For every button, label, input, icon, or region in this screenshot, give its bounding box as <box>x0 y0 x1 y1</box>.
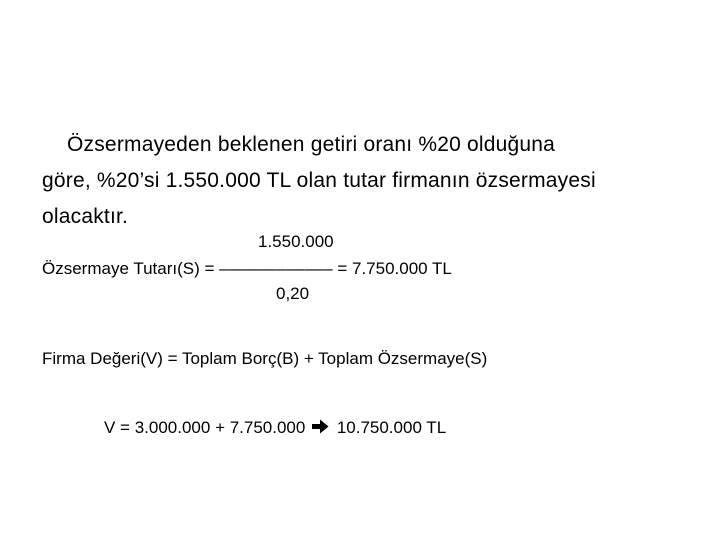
equity-formula <box>42 232 702 312</box>
firm-value-formula: Firma Değeri(V) = Toplam Borç(B) + Toplam Özsermaye(S) <box>42 349 488 368</box>
right-arrow-icon <box>312 419 329 439</box>
formula-denominator: 0,20 <box>276 284 310 303</box>
formula-numerator: 1.550.000 <box>258 232 334 251</box>
v-calculation <box>104 418 446 439</box>
intro-line-2: göre, %20’si 1.550.000 TL olan tutar firmanın özsermayesi <box>42 169 596 192</box>
v-result: 10.750.000 TL <box>336 418 447 437</box>
v-expression: V = 3.000.000 + 7.750.000 <box>104 418 306 437</box>
formula-label: Özsermaye Tutarı(S) = <box>42 259 220 278</box>
formula-result: = 7.750.000 TL <box>332 259 452 278</box>
fraction-bar: –––––––––––– <box>219 259 333 278</box>
intro-line-3: olacaktır. <box>42 205 129 228</box>
intro-line-1: Özsermayeden beklenen getiri oranı %20 olduğuna <box>67 133 556 156</box>
formula-row <box>42 259 452 279</box>
intro-paragraph <box>42 127 702 235</box>
